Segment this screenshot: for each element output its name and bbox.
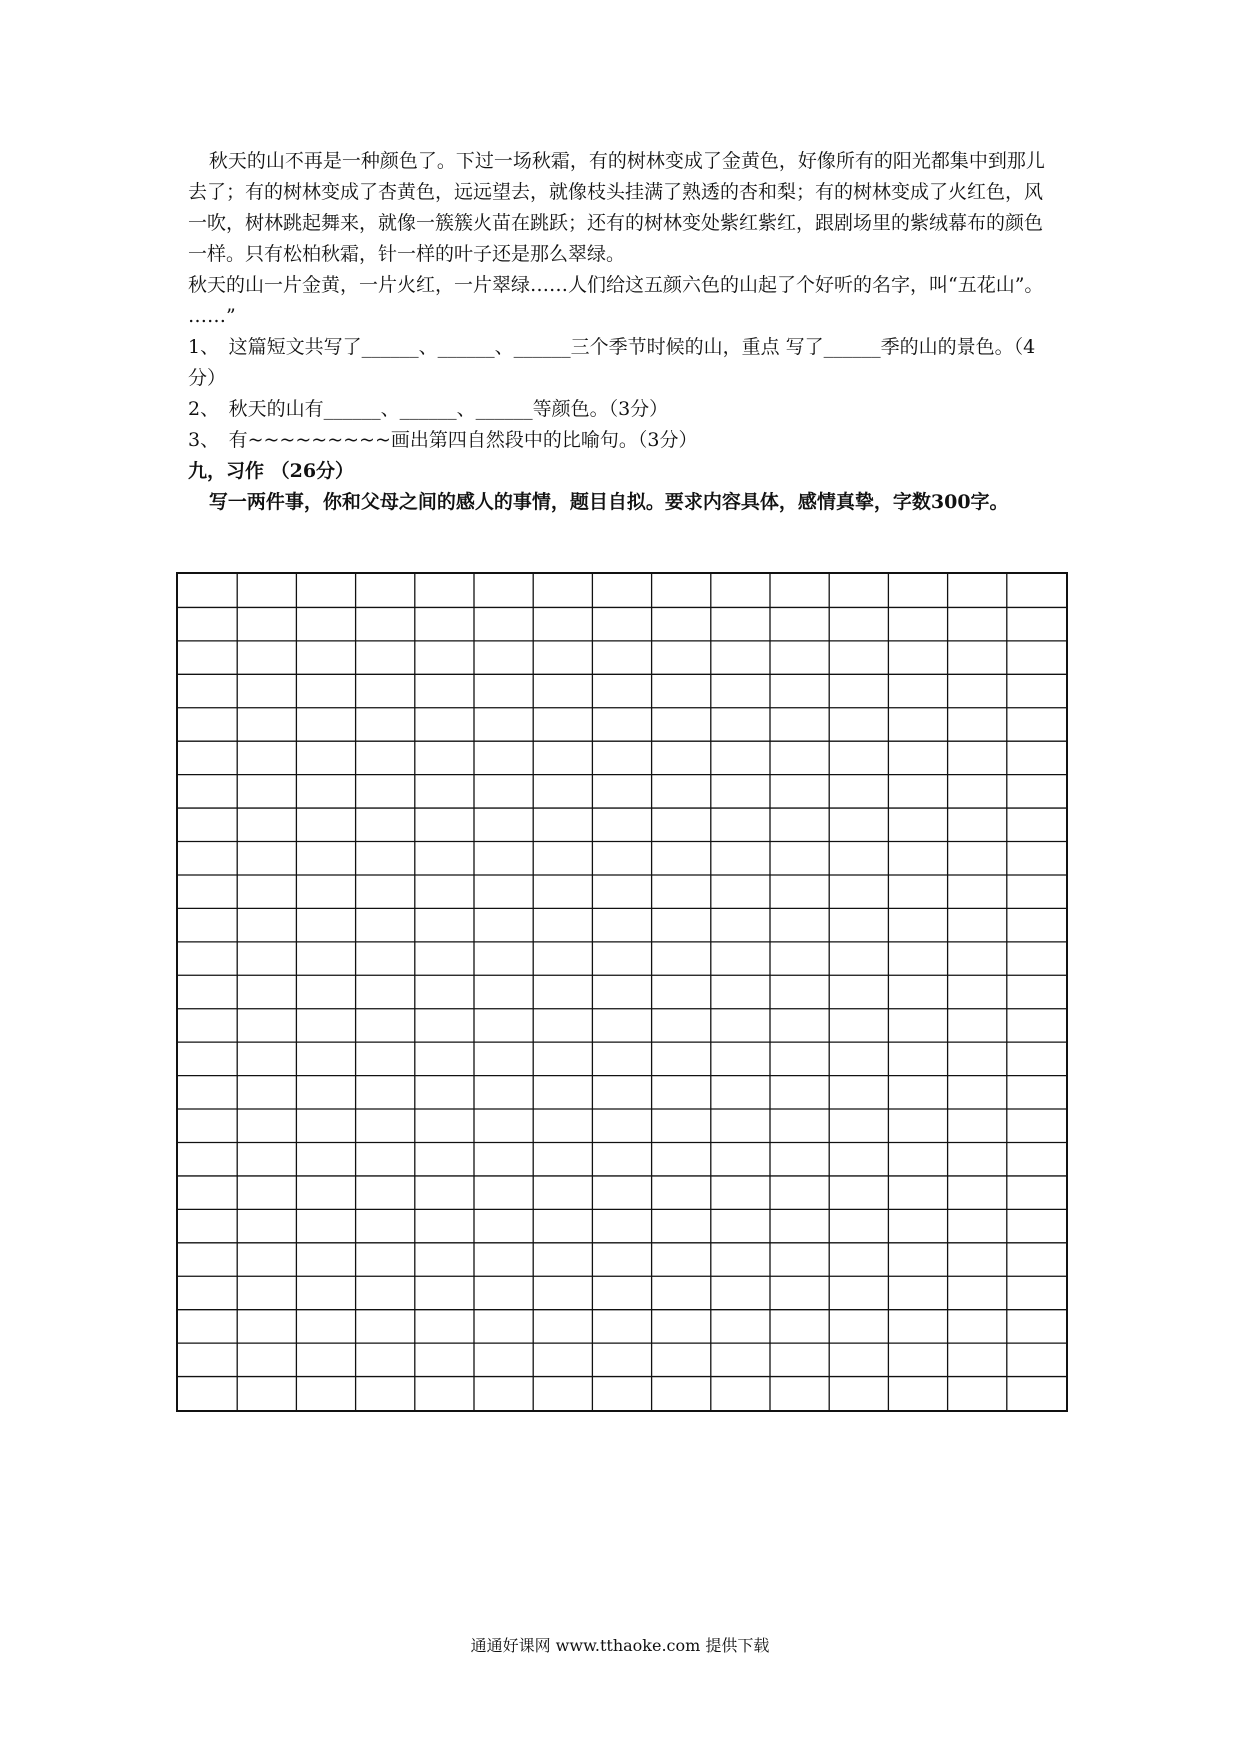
section-title: 九，习作 （26分） — [188, 460, 355, 482]
writing-grid — [176, 572, 1068, 1412]
footer-credit: 通通好课网 www.tthaoke.com 提供下载 — [470, 1636, 770, 1655]
text-content — [188, 146, 1060, 518]
question-3: 3、 有~~~~~~~~~画出第四自然段中的比喻句。（3分） — [188, 429, 698, 451]
reading-passage-paragraph-1: 秋天的山不再是一种颜色了。下过一场秋霜，有的树林变成了金黄色，好像所有的阳光都集中到那儿去了；有的树林变成了杏黄色，远远望去，就像枝头挂满了熟透的杏和梨；有的树林变成了火红色，风一吹，树林跳起舞来，就像一簇簇火苗在跳跃；还有的树林变处紫红紫红，跟剧场里的紫绒幕布的颜色一样。只有松柏秋霜，针一样的叶子还是那么翠绿。 — [188, 150, 1045, 265]
reading-passage-paragraph-2: 秋天的山一片金黄，一片火红，一片翠绿……人们给这五颜六色的山起了个好听的名字，叫“五花山”。 ……” — [188, 274, 1044, 327]
writing-task: 写一两件事，你和父母之间的感人的事情，题目自拟。要求内容具体，感情真挚，字数300字。 — [208, 491, 1009, 513]
question-2: 2、 秋天的山有______、______、______等颜色。（3分） — [188, 398, 669, 420]
writing-grid-lines — [178, 574, 1066, 1410]
question-1: 1、 这篇短文共写了______、______、______三个季节时候的山，重点 写了______季的山的景色。（4分） — [188, 336, 1036, 389]
